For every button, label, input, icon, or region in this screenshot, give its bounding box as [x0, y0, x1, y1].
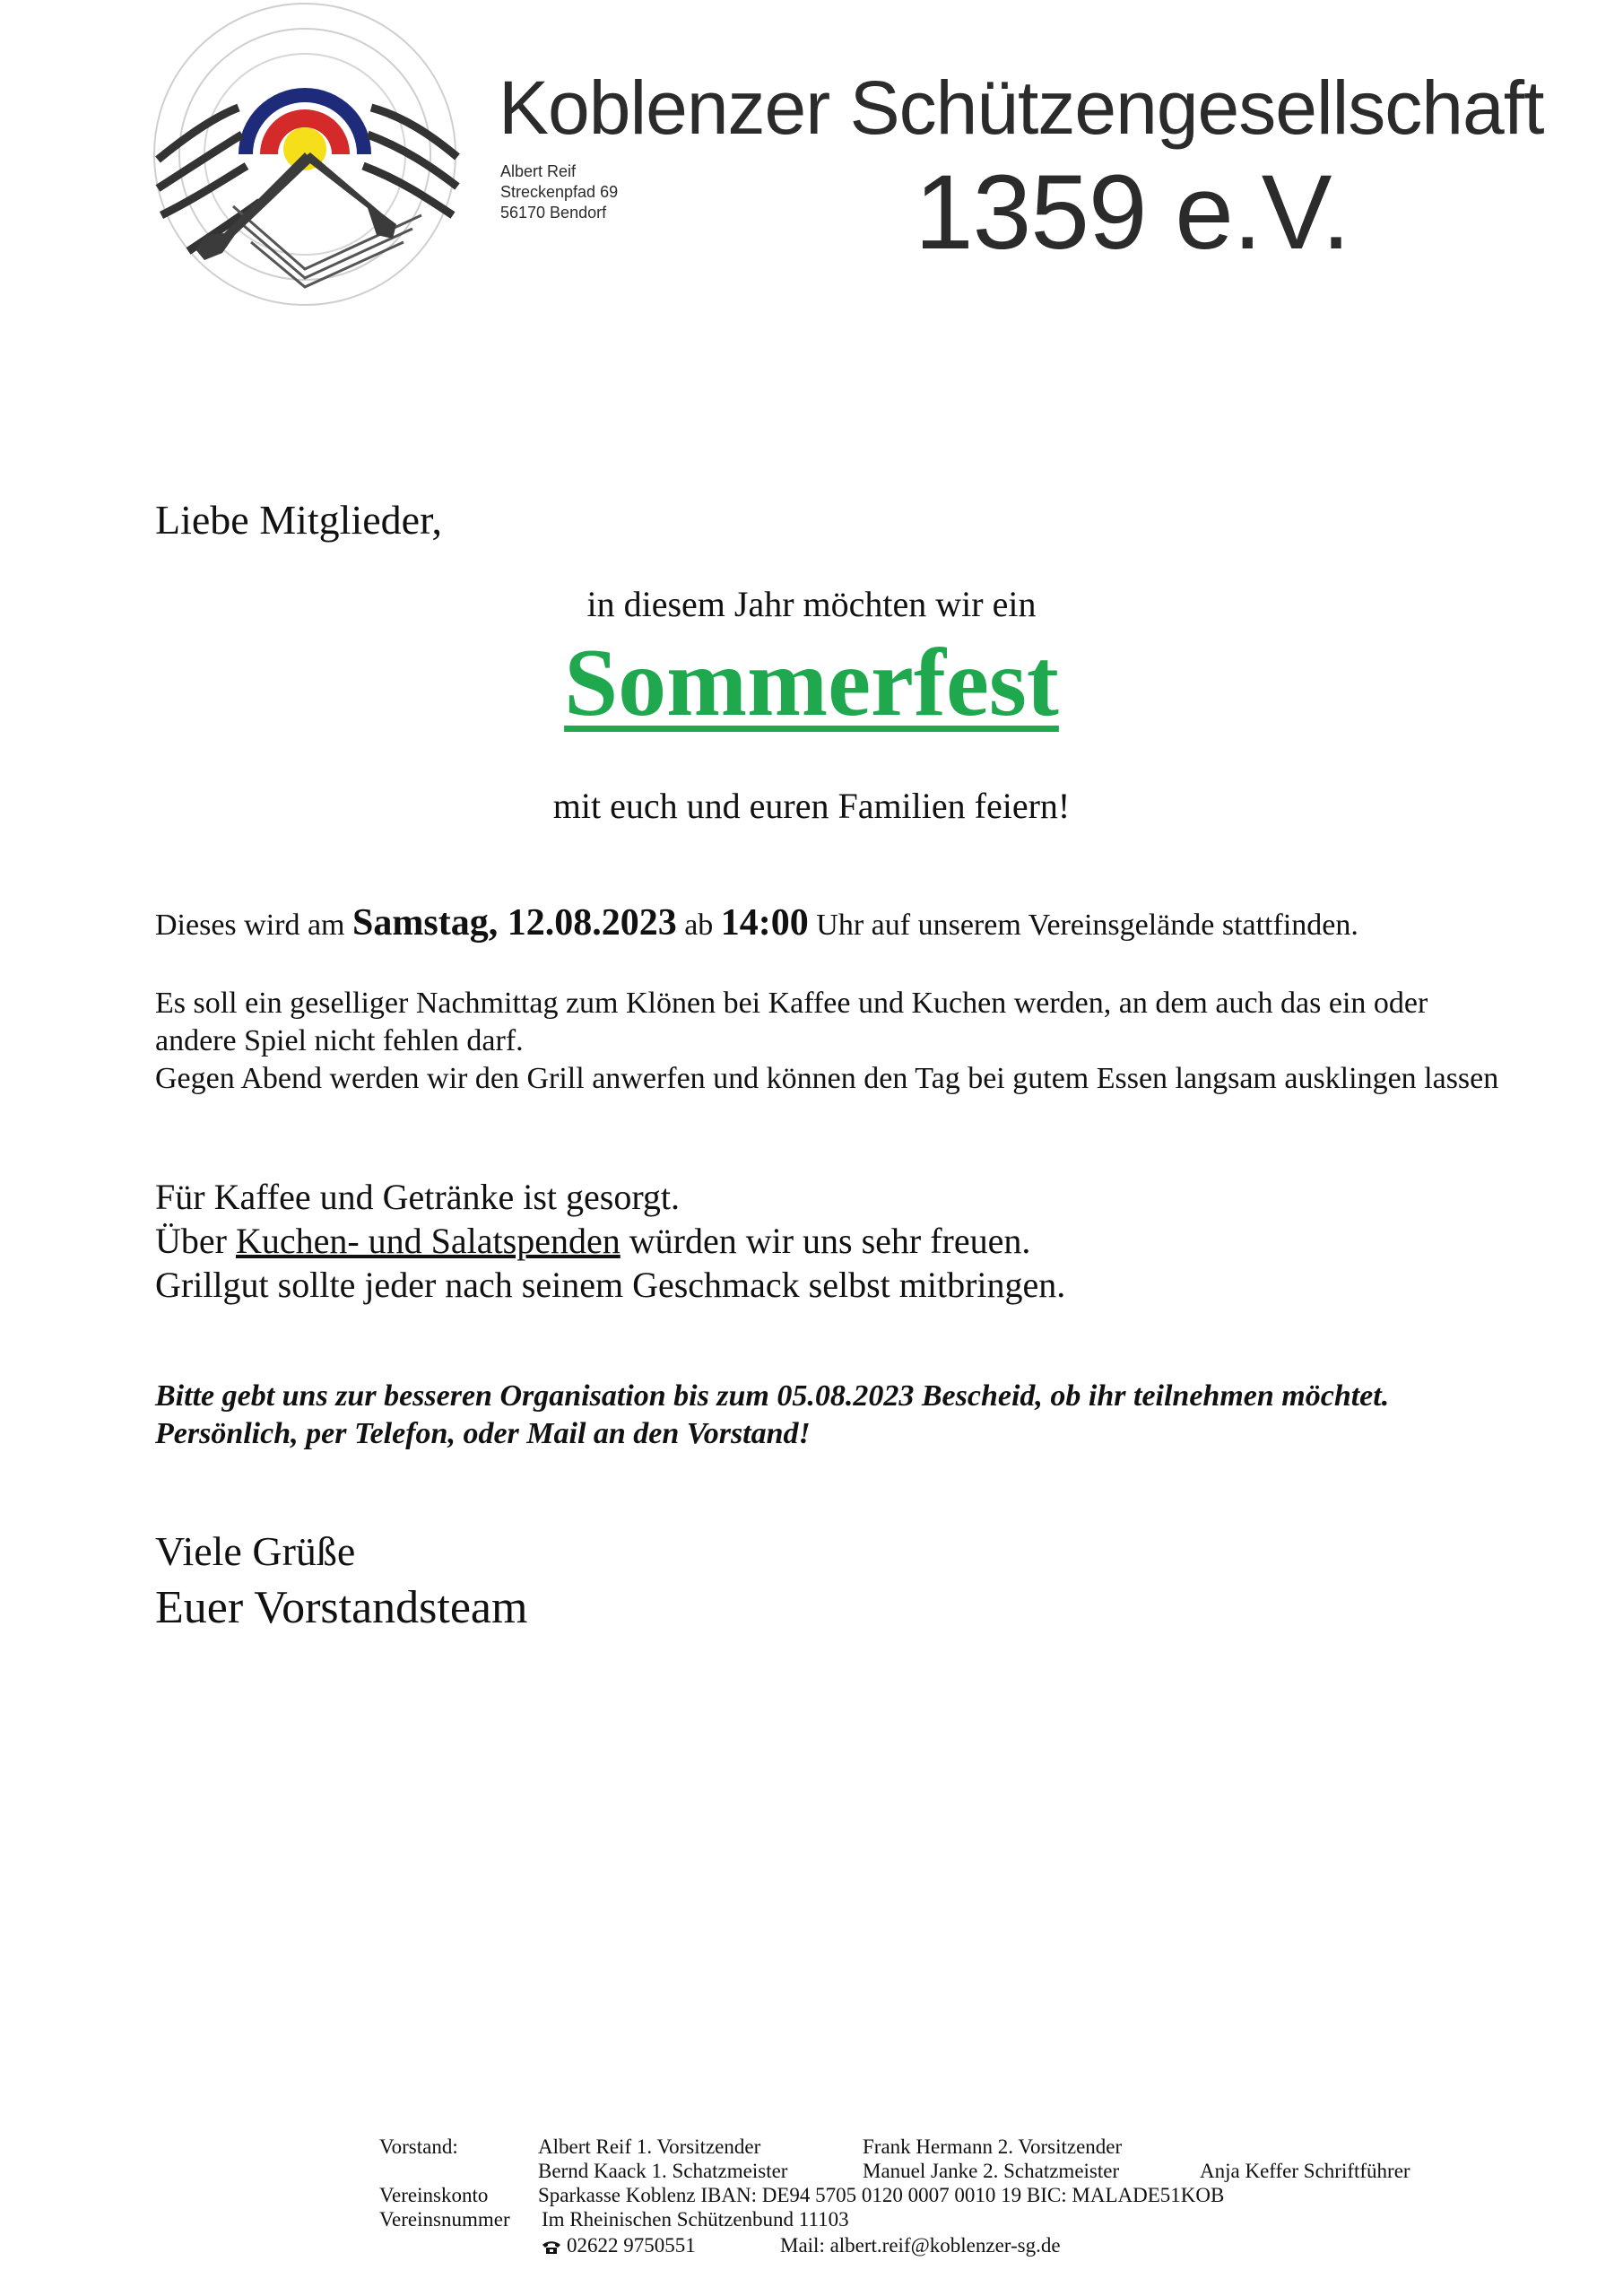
club-year: 1359 e.V. — [915, 153, 1350, 272]
event-date: Samstag, 12.08.2023 — [352, 902, 677, 944]
grill-line: Grillgut sollte jeder nach seinem Geschmack selbst mitbringen. — [155, 1265, 1066, 1305]
event-time: 14:00 — [720, 902, 809, 944]
telephone-icon — [542, 2240, 561, 2255]
greeting: Liebe Mitglieder, — [155, 497, 443, 543]
footer-label-number: Vereinsnummer — [379, 2208, 510, 2231]
closing-greeting: Viele Grüße — [155, 1528, 356, 1574]
phone-number: 02622 9750551 — [567, 2234, 696, 2257]
phone-contact — [542, 2233, 696, 2257]
footer-row-board-2 — [0, 2159, 1623, 2183]
footer-label-account: Vereinskonto — [379, 2184, 489, 2206]
bank-account: Sparkasse Koblenz IBAN: DE94 5705 0120 0007 0010 19 BIC: MALADE51KOB — [538, 2184, 1225, 2206]
donation-underlined: Kuchen- und Salatspenden — [235, 1221, 621, 1261]
closing-signature: Euer Vorstandsteam — [155, 1582, 528, 1633]
address-line: Albert Reif — [500, 162, 577, 180]
board-member: Frank Hermann 2. Vorsitzender — [863, 2135, 1123, 2158]
footer-row-number — [0, 2207, 1623, 2231]
board-member: Bernd Kaack 1. Schatzmeister — [538, 2160, 788, 2182]
board-member: Anja Keffer Schriftführer — [1200, 2160, 1410, 2182]
paragraph-afternoon: Es soll ein geselliger Nachmittag zum Klönen bei Kaffee und Kuchen werden, an dem auch das ein oder andere Spiel nicht fehlen darf. — [155, 987, 1428, 1057]
address-line: Streckenpfad 69 — [500, 183, 619, 201]
paragraph-evening: Gegen Abend werden wir den Grill anwerfen und können den Tag bei gutem Essen langsam ausklingen lassen — [155, 1062, 1499, 1095]
club-address — [500, 161, 618, 223]
board-member: Manuel Janke 2. Schatzmeister — [863, 2160, 1120, 2182]
footer-row-account — [0, 2183, 1623, 2207]
club-number: Im Rheinischen Schützenbund 11103 — [542, 2208, 849, 2231]
date-paragraph — [155, 904, 1500, 944]
date-suffix: Uhr auf unserem Vereinsgelände stattfinden. — [808, 909, 1358, 942]
footer-row-contact — [0, 2233, 1623, 2257]
address-line: 56170 Bendorf — [500, 204, 607, 222]
intro-line-2: mit euch und euren Familien feiern! — [552, 786, 1071, 826]
footer-row-board — [0, 2135, 1623, 2159]
board-member: Albert Reif 1. Vorsitzender — [538, 2135, 761, 2158]
club-name: Koblenzer Schützengesellschaft — [499, 65, 1544, 150]
date-prefix: Dieses wird am — [155, 909, 353, 942]
donation-prefix: Über — [155, 1221, 236, 1261]
donation-line — [155, 1219, 1030, 1263]
date-mid: ab — [676, 909, 721, 942]
intro-line-1: in diesem Jahr möchten wir ein — [586, 584, 1037, 624]
footer-label-board: Vorstand: — [379, 2135, 458, 2158]
rsvp-note: Bitte gebt uns zur besseren Organisation bis zum 05.08.2023 Bescheid, ob ihr teilnehmen möchtet. Persönlich, per Telefon, oder Mail an den Vorstand! — [155, 1379, 1390, 1450]
mail-contact: Mail: albert.reif@koblenzer-sg.de — [780, 2234, 1061, 2257]
coffee-line: Für Kaffee und Getränke ist gesorgt. — [155, 1177, 681, 1217]
club-logo-icon — [152, 0, 466, 314]
headline-title: Sommerfest — [564, 630, 1059, 736]
donation-suffix: würden wir uns sehr freuen. — [620, 1221, 1031, 1261]
